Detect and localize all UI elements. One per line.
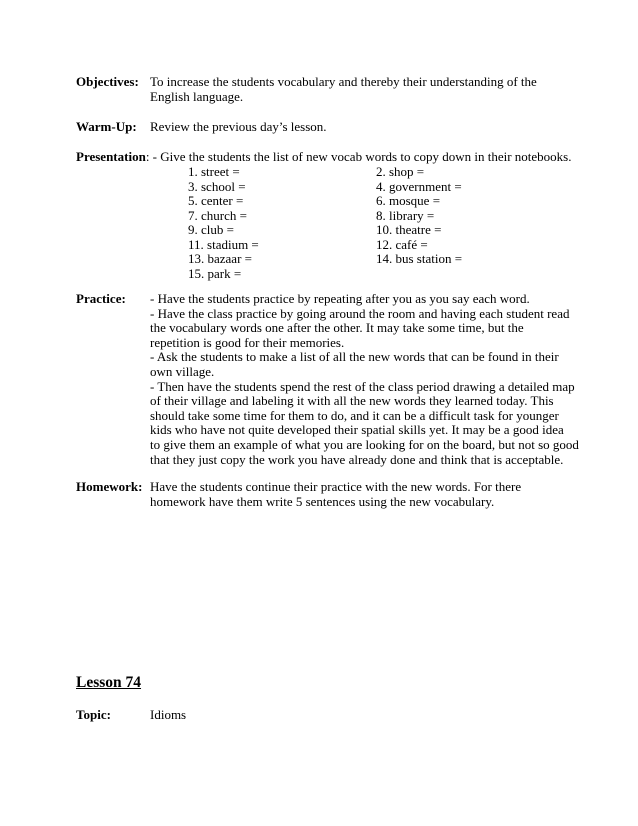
practice-line: - Then have the students spend the rest of the class period drawing a detailed map <box>150 378 575 394</box>
vocab-item: 13. bazaar = <box>188 250 252 266</box>
vocab-item: 4. government = <box>376 178 462 194</box>
vocab-item: 15. park = <box>188 265 242 281</box>
homework-section <box>76 480 576 509</box>
practice-line: to give them an example of what you are looking for on the board, but not so good <box>150 436 579 452</box>
practice-text <box>150 291 579 467</box>
vocab-item: 8. library = <box>376 207 435 223</box>
warm-up-label: Warm-Up: <box>76 119 137 134</box>
vocab-item: 12. café = <box>376 236 428 252</box>
objectives-line: To increase the students vocabulary and thereby their understanding of the <box>150 74 537 89</box>
practice-line: should take some time for them to do, and it can be a difficult task for younger <box>150 407 559 423</box>
presentation-intro <box>76 150 576 165</box>
objectives-label: Objectives: <box>76 74 139 89</box>
homework-text <box>150 480 576 509</box>
vocab-item: 1. street = <box>188 163 240 179</box>
practice-line: kids who have not quite developed their spatial skills yet. It may be a good idea <box>150 422 564 438</box>
presentation-section <box>76 150 576 282</box>
vocab-item: 5. center = <box>188 192 244 208</box>
practice-line: - Ask the students to make a list of all the new words that can be found in their <box>150 349 559 365</box>
practice-line: repetition is good for their memories. <box>150 334 345 350</box>
vocab-item: 2. shop = <box>376 163 425 179</box>
practice-line: the vocabulary words one after the other. It may take some time, but the <box>150 320 524 336</box>
vocab-item: 9. club = <box>188 221 234 237</box>
objectives-section <box>76 75 576 104</box>
vocab-item: 14. bus station = <box>376 250 463 266</box>
presentation-label: Presentation <box>76 149 146 164</box>
vocab-item: 6. mosque = <box>376 192 441 208</box>
objectives-text <box>150 75 576 104</box>
vocab-item: 7. church = <box>188 207 247 223</box>
practice-line: of their village and labeling it with all the new words they learned today. This <box>150 393 554 409</box>
homework-line: Have the students continue their practice with the new words. For there <box>150 479 522 494</box>
practice-line: that they just copy the work you have already done and think that is acceptable. <box>150 451 564 467</box>
presentation-text: : - Give the students the list of new vocab words to copy down in their notebooks. <box>145 149 572 164</box>
practice-line: - Have the students practice by repeating after you as you say each word. <box>150 291 530 306</box>
practice-line: own village. <box>150 363 215 379</box>
objectives-line: English language. <box>150 88 244 104</box>
practice-line: - Have the class practice by going around the room and having each student read <box>150 305 570 321</box>
warm-up-text: Review the previous day’s lesson. <box>150 119 327 134</box>
topic-section <box>76 708 576 723</box>
topic-label: Topic: <box>76 707 111 722</box>
vocab-list <box>188 165 576 282</box>
vocab-item: 3. school = <box>188 178 246 194</box>
practice-section <box>76 291 579 467</box>
practice-label: Practice: <box>76 291 126 306</box>
vocab-item: 11. stadium = <box>188 236 259 252</box>
warm-up-section <box>76 120 576 135</box>
homework-label: Homework: <box>76 479 143 494</box>
topic-value: Idioms <box>150 707 187 722</box>
lesson-title: Lesson 74 <box>76 674 142 691</box>
homework-line: homework have them write 5 sentences using the new vocabulary. <box>150 493 495 509</box>
vocab-item: 10. theatre = <box>376 221 442 237</box>
